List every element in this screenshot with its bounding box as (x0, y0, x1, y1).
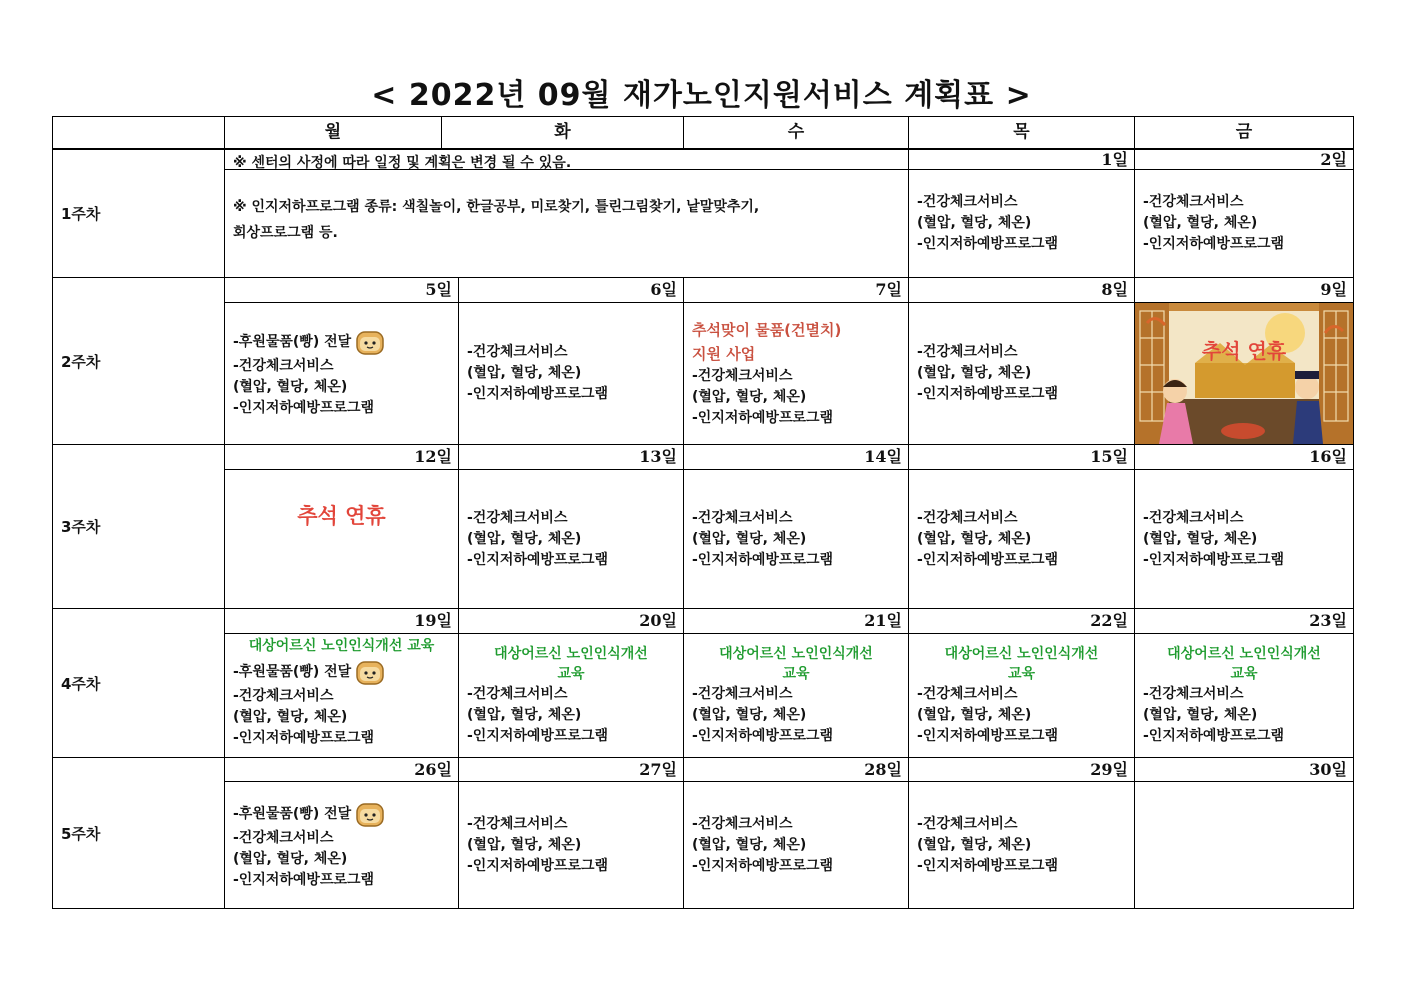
bread-icon (355, 328, 385, 356)
date-26: 26일 (414, 760, 452, 779)
cognitive-program: -인지저하예방프로그램 (233, 871, 375, 888)
week-label-2: 2주차 (61, 352, 101, 371)
vitals: (혈압, 혈당, 체온) (1143, 707, 1258, 723)
cognitive-program: -인지저하예방프로그램 (467, 386, 609, 402)
holiday-label-day-12: 추석 연휴 (297, 504, 386, 528)
cognitive-program: -인지저하예방프로그램 (692, 410, 834, 426)
education-program-line-1: 대상어르신 노인인식개선 (944, 646, 1099, 662)
donation-line (233, 658, 450, 686)
week-label-5: 5주차 (61, 824, 101, 843)
vitals: (혈압, 혈당, 체온) (917, 707, 1032, 723)
vitals: (혈압, 혈당, 체온) (467, 365, 582, 381)
chuseok-support-line-1: 추석맞이 물품(건멸치) (692, 321, 842, 339)
vitals: (혈압, 혈당, 체온) (692, 836, 807, 853)
schedule-day-8 (909, 303, 1134, 444)
schedule-day-19 (225, 634, 458, 757)
vitals: (혈압, 혈당, 체온) (1143, 530, 1258, 547)
education-program: 대상어르신 노인인식개선 교육 (248, 638, 435, 654)
health-check: -건강체크서비스 (467, 509, 568, 526)
cognitive-program: -인지저하예방프로그램 (692, 857, 834, 874)
date-5: 5일 (425, 280, 452, 299)
schedule-day-12 (225, 470, 458, 608)
health-check: -건강체크서비스 (692, 368, 793, 384)
date-30: 30일 (1309, 760, 1347, 779)
health-check: -건강체크서비스 (467, 686, 568, 702)
cognitive-program: -인지저하예방프로그램 (467, 857, 609, 874)
notice-line-2: ※ 인지저하프로그램 종류: 색칠놀이, 한글공부, 미로찾기, 틀린그림찾기, 낱말맞추기, (233, 199, 760, 215)
week-label-3: 3주차 (61, 518, 101, 536)
date-1: 1일 (1101, 150, 1128, 169)
schedule-day-30 (1135, 782, 1353, 908)
vitals: (혈압, 혈당, 체온) (233, 379, 348, 395)
health-check: -건강체크서비스 (692, 509, 793, 526)
schedule-day-22 (909, 634, 1134, 757)
health-check: -건강체크서비스 (917, 509, 1018, 526)
cognitive-program: -인지저하예방프로그램 (917, 386, 1059, 402)
holiday-image-day-9 (1135, 303, 1353, 444)
header-day-fri: 금 (1235, 122, 1253, 142)
header-day-mon: 월 (324, 122, 342, 142)
date-19: 19일 (414, 611, 452, 630)
date-13: 13일 (639, 447, 677, 466)
notice-line-3: 회상프로그램 등. (233, 225, 338, 241)
health-check: -건강체크서비스 (917, 344, 1018, 360)
schedule-day-1 (909, 170, 1134, 277)
schedule-day-7 (684, 303, 908, 444)
week-label-1: 1주차 (61, 205, 101, 223)
page-title: < 2022년 09월 재가노인지원서비스 계획표 > (371, 78, 1032, 113)
vitals: (혈압, 혈당, 체온) (233, 709, 348, 725)
schedule-day-14 (684, 470, 908, 608)
cognitive-program: -인지저하예방프로그램 (233, 730, 375, 746)
vitals: (혈압, 혈당, 체온) (917, 215, 1032, 231)
cognitive-program: -인지저하예방프로그램 (233, 400, 375, 416)
date-6: 6일 (650, 280, 677, 299)
schedule-day-13 (459, 470, 683, 608)
vitals: (혈압, 혈당, 체온) (692, 389, 807, 405)
date-22: 22일 (1090, 611, 1128, 630)
health-check: -건강체크서비스 (692, 686, 793, 702)
header-day-wed: 수 (787, 122, 805, 142)
date-15: 15일 (1090, 447, 1128, 466)
vitals: (혈압, 혈당, 체온) (233, 850, 348, 867)
vitals: (혈압, 혈당, 체온) (917, 530, 1032, 547)
vitals: (혈압, 혈당, 체온) (692, 707, 807, 723)
schedule-day-15 (909, 470, 1134, 608)
week-label-4: 4주차 (61, 674, 101, 693)
date-2: 2일 (1320, 150, 1347, 169)
schedule-day-28 (684, 782, 908, 908)
donation: -후원물품(빵) 전달 (233, 805, 352, 822)
cognitive-program: -인지저하예방프로그램 (917, 857, 1059, 874)
bread-icon (355, 800, 385, 828)
chuseok-support-line-2: 지원 사업 (692, 345, 756, 363)
cognitive-program: -인지저하예방프로그램 (1143, 551, 1285, 568)
vitals: (혈압, 혈당, 체온) (917, 836, 1032, 853)
vitals: (혈압, 혈당, 체온) (467, 707, 582, 723)
holiday-label-day-9: 추석 연휴 (1201, 339, 1287, 363)
schedule-day-26 (225, 782, 458, 908)
donation: -후원물품(빵) 전달 (233, 664, 352, 680)
health-check: -건강체크서비스 (692, 815, 793, 832)
cognitive-program: -인지저하예방프로그램 (467, 551, 609, 568)
donation-line (233, 328, 450, 356)
education-program-line-1: 대상어르신 노인인식개선 (494, 646, 648, 662)
cognitive-program: -인지저하예방프로그램 (692, 551, 834, 568)
cognitive-program: -인지저하예방프로그램 (1143, 236, 1285, 252)
date-8: 8일 (1101, 280, 1128, 299)
donation: -후원물품(빵) 전달 (233, 334, 352, 350)
health-check: -건강체크서비스 (233, 829, 334, 846)
health-check: -건강체크서비스 (1143, 509, 1244, 526)
health-check: -건강체크서비스 (1143, 194, 1244, 210)
date-27: 27일 (639, 760, 677, 779)
header-day-tue: 화 (554, 122, 571, 142)
donation-line (233, 800, 450, 828)
cognitive-program: -인지저하예방프로그램 (917, 551, 1059, 568)
date-28: 28일 (864, 760, 902, 779)
notice-box (225, 150, 908, 277)
schedule-day-20 (459, 634, 683, 757)
date-23: 23일 (1309, 611, 1347, 630)
health-check: -건강체크서비스 (917, 815, 1018, 832)
notice-line-1: ※ 센터의 사정에 따라 일정 및 계획은 변경 될 수 있음. (233, 155, 572, 171)
schedule-day-2 (1135, 170, 1353, 277)
date-16: 16일 (1309, 447, 1347, 466)
health-check: -건강체크서비스 (917, 686, 1018, 702)
schedule-day-27 (459, 782, 683, 908)
schedule-day-6 (459, 303, 683, 444)
date-12: 12일 (414, 447, 452, 466)
education-program-line-2: 교육 (1230, 666, 1258, 682)
cognitive-program: -인지저하예방프로그램 (917, 236, 1059, 252)
education-program-line-1: 대상어르신 노인인식개선 (1167, 646, 1321, 662)
health-check: -건강체크서비스 (467, 815, 568, 832)
health-check: -건강체크서비스 (233, 358, 334, 374)
education-program-line-2: 교육 (1007, 666, 1036, 682)
date-29: 29일 (1090, 760, 1128, 779)
education-program-line-2: 교육 (557, 666, 585, 682)
health-check: -건강체크서비스 (233, 688, 334, 704)
schedule-day-5 (225, 303, 458, 444)
date-20: 20일 (639, 611, 677, 630)
date-14: 14일 (864, 447, 902, 466)
education-program-line-1: 대상어르신 노인인식개선 (719, 646, 873, 662)
bread-icon (355, 658, 385, 686)
vitals: (혈압, 혈당, 체온) (692, 530, 807, 547)
chuseok-illustration (1135, 303, 1353, 444)
education-program-line-2: 교육 (782, 666, 810, 682)
date-21: 21일 (864, 611, 902, 630)
cognitive-program: -인지저하예방프로그램 (1143, 728, 1285, 744)
date-9: 9일 (1320, 280, 1347, 299)
health-check: -건강체크서비스 (917, 194, 1018, 210)
schedule-table (52, 116, 1354, 909)
header-day-thu: 목 (1013, 122, 1030, 142)
schedule-day-21 (684, 634, 908, 757)
vitals: (혈압, 혈당, 체온) (1143, 215, 1258, 231)
health-check: -건강체크서비스 (467, 344, 568, 360)
cognitive-program: -인지저하예방프로그램 (917, 728, 1059, 744)
vitals: (혈압, 혈당, 체온) (467, 836, 582, 853)
schedule-day-23 (1135, 634, 1353, 757)
vitals: (혈압, 혈당, 체온) (917, 365, 1032, 381)
cognitive-program: -인지저하예방프로그램 (467, 728, 609, 744)
schedule-day-29 (909, 782, 1134, 908)
vitals: (혈압, 혈당, 체온) (467, 530, 582, 547)
date-7: 7일 (875, 280, 902, 299)
health-check: -건강체크서비스 (1143, 686, 1244, 702)
cognitive-program: -인지저하예방프로그램 (692, 728, 834, 744)
schedule-day-16 (1135, 470, 1353, 608)
